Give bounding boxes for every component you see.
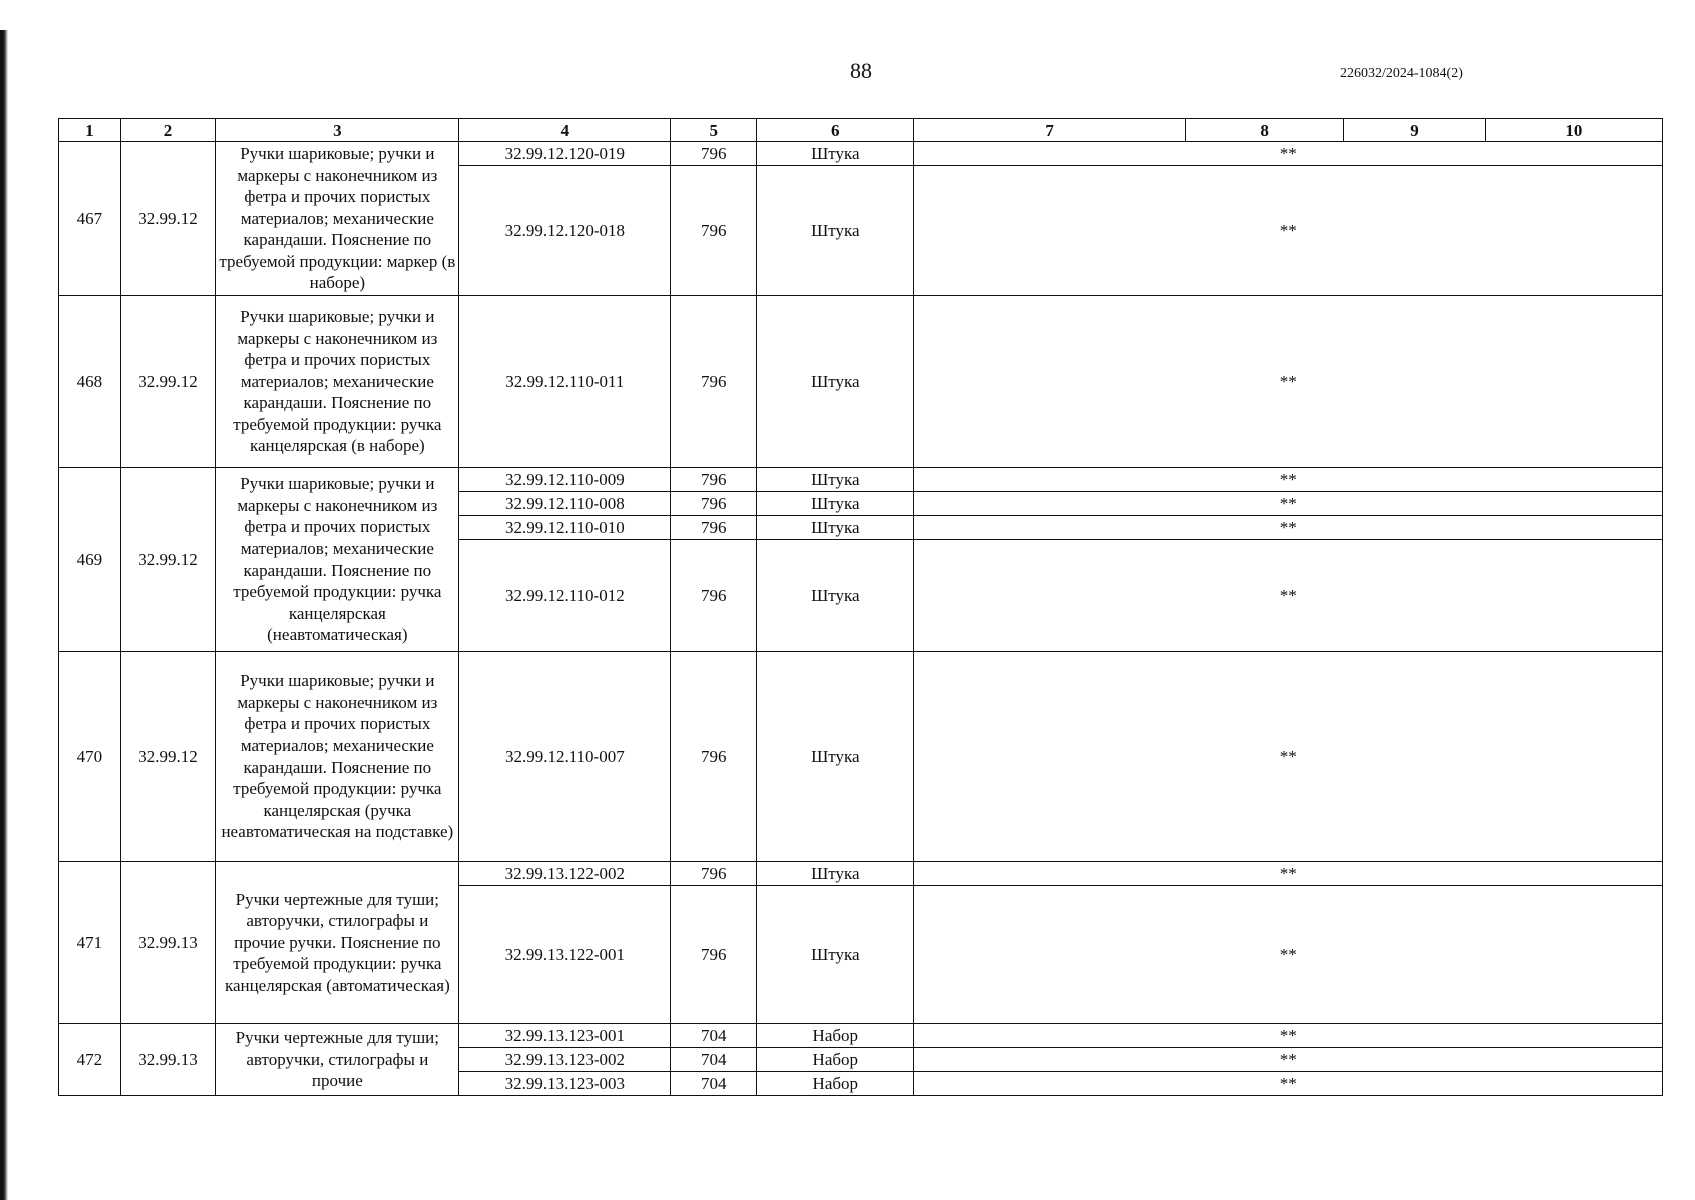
okpd-code: 32.99.13 <box>120 1024 215 1096</box>
okei-code: 704 <box>671 1072 757 1096</box>
scan-edge <box>0 30 8 1200</box>
item-description: Ручки шариковые; ручки и маркеры с наконечником из фетра и прочих пористых материалов; механические карандаши. Пояснение по требуемой продукции: ручка канцелярская (в наборе) <box>216 296 459 468</box>
unit-name: Набор <box>757 1072 914 1096</box>
okpd-code: 32.99.12 <box>120 652 215 862</box>
item-number: 469 <box>59 468 121 652</box>
table-row <box>59 468 1663 492</box>
item-number: 468 <box>59 296 121 468</box>
column-header: 10 <box>1485 119 1662 142</box>
okei-code: 796 <box>671 296 757 468</box>
okei-code: 796 <box>671 142 757 166</box>
column-header: 6 <box>757 119 914 142</box>
okpd-code: 32.99.12 <box>120 296 215 468</box>
column-number-row <box>59 119 1663 142</box>
document-reference: 226032/2024-1084(2) <box>1340 66 1463 81</box>
item-number: 467 <box>59 142 121 296</box>
unit-name: Штука <box>757 492 914 516</box>
column-header: 2 <box>120 119 215 142</box>
item-number: 471 <box>59 862 121 1024</box>
column-header: 1 <box>59 119 121 142</box>
table-row <box>59 652 1663 862</box>
table-row <box>59 1024 1663 1048</box>
ktru-code: 32.99.12.110-011 <box>459 296 671 468</box>
page-number: 88 <box>850 58 872 83</box>
ktru-code: 32.99.12.120-018 <box>459 166 671 296</box>
unit-name: Набор <box>757 1024 914 1048</box>
table-row <box>59 862 1663 886</box>
okei-code: 796 <box>671 166 757 296</box>
okei-code: 796 <box>671 468 757 492</box>
okei-code: 796 <box>671 886 757 1024</box>
quantity-mark: ** <box>914 516 1663 540</box>
item-number: 470 <box>59 652 121 862</box>
quantity-mark: ** <box>914 1072 1663 1096</box>
ktru-code: 32.99.12.110-007 <box>459 652 671 862</box>
quantity-mark: ** <box>914 886 1663 1024</box>
unit-name: Штука <box>757 540 914 652</box>
quantity-mark: ** <box>914 296 1663 468</box>
ktru-code: 32.99.13.123-003 <box>459 1072 671 1096</box>
okei-code: 796 <box>671 540 757 652</box>
item-description: Ручки шариковые; ручки и маркеры с наконечником из фетра и прочих пористых материалов; механические карандаши. Пояснение по требуемой продукции: маркер (в наборе) <box>216 142 459 296</box>
okei-code: 796 <box>671 492 757 516</box>
column-header: 8 <box>1185 119 1343 142</box>
unit-name: Штука <box>757 886 914 1024</box>
column-header: 9 <box>1344 119 1486 142</box>
ktru-code: 32.99.13.123-002 <box>459 1048 671 1072</box>
item-description: Ручки чертежные для туши; авторучки, стилографы и прочие ручки. Пояснение по требуемой продукции: ручка канцелярская (автоматическая) <box>216 862 459 1024</box>
quantity-mark: ** <box>914 540 1663 652</box>
ktru-code: 32.99.12.110-012 <box>459 540 671 652</box>
ktru-code: 32.99.12.110-009 <box>459 468 671 492</box>
quantity-mark: ** <box>914 1048 1663 1072</box>
quantity-mark: ** <box>914 862 1663 886</box>
unit-name: Штука <box>757 516 914 540</box>
quantity-mark: ** <box>914 1024 1663 1048</box>
item-number: 472 <box>59 1024 121 1096</box>
column-header: 3 <box>216 119 459 142</box>
unit-name: Штука <box>757 166 914 296</box>
okei-code: 704 <box>671 1048 757 1072</box>
ktru-code: 32.99.13.123-001 <box>459 1024 671 1048</box>
quantity-mark: ** <box>914 142 1663 166</box>
unit-name: Штука <box>757 652 914 862</box>
column-header: 7 <box>914 119 1186 142</box>
okpd-code: 32.99.12 <box>120 142 215 296</box>
okei-code: 796 <box>671 862 757 886</box>
quantity-mark: ** <box>914 652 1663 862</box>
unit-name: Штука <box>757 862 914 886</box>
item-description: Ручки чертежные для туши; авторучки, стилографы и прочие <box>216 1024 459 1096</box>
table-body <box>59 142 1663 1096</box>
unit-name: Набор <box>757 1048 914 1072</box>
column-header: 5 <box>671 119 757 142</box>
procurement-table <box>58 118 1663 1096</box>
quantity-mark: ** <box>914 468 1663 492</box>
quantity-mark: ** <box>914 492 1663 516</box>
table-row <box>59 296 1663 468</box>
ktru-code: 32.99.13.122-001 <box>459 886 671 1024</box>
okpd-code: 32.99.13 <box>120 862 215 1024</box>
column-header: 4 <box>459 119 671 142</box>
ktru-code: 32.99.12.110-008 <box>459 492 671 516</box>
quantity-mark: ** <box>914 166 1663 296</box>
okei-code: 704 <box>671 1024 757 1048</box>
unit-name: Штука <box>757 142 914 166</box>
okpd-code: 32.99.12 <box>120 468 215 652</box>
ktru-code: 32.99.12.120-019 <box>459 142 671 166</box>
okei-code: 796 <box>671 652 757 862</box>
item-description: Ручки шариковые; ручки и маркеры с наконечником из фетра и прочих пористых материалов; механические карандаши. Пояснение по требуемой продукции: ручка канцелярская (неавтоматическая) <box>216 468 459 652</box>
unit-name: Штука <box>757 468 914 492</box>
ktru-code: 32.99.13.122-002 <box>459 862 671 886</box>
item-description: Ручки шариковые; ручки и маркеры с наконечником из фетра и прочих пористых материалов; механические карандаши. Пояснение по требуемой продукции: ручка канцелярская (ручка неавтоматическая на подставке) <box>216 652 459 862</box>
table-row <box>59 142 1663 166</box>
unit-name: Штука <box>757 296 914 468</box>
okei-code: 796 <box>671 516 757 540</box>
ktru-code: 32.99.12.110-010 <box>459 516 671 540</box>
